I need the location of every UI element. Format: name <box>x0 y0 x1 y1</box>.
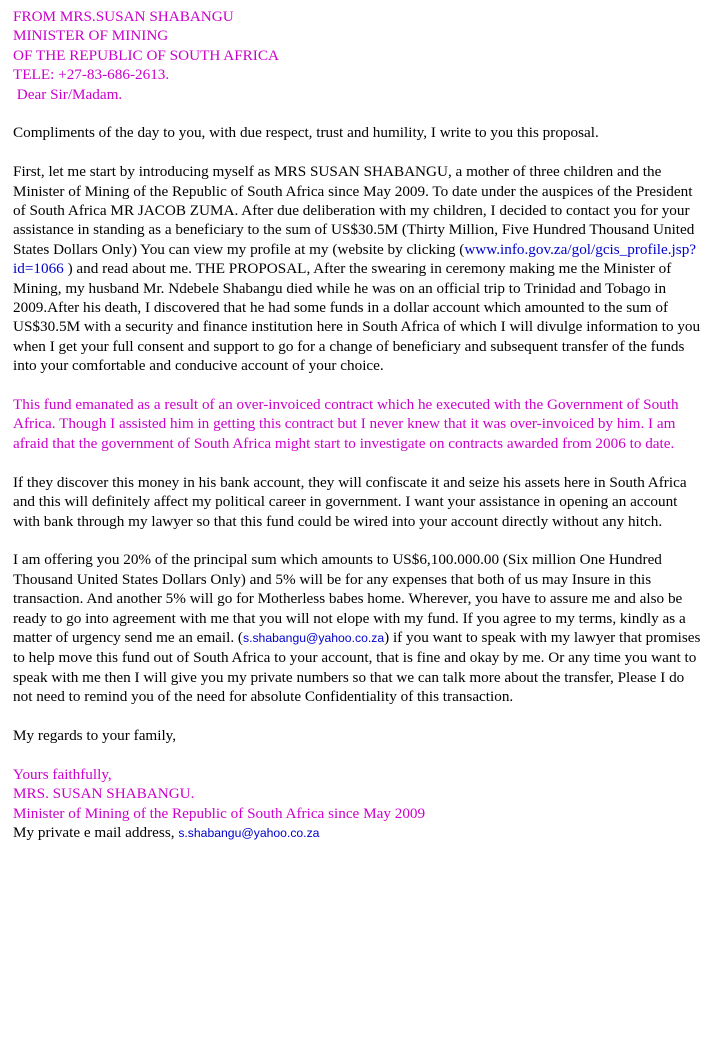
closing-line: Yours faithfully, <box>13 765 112 783</box>
from-line: FROM MRS.SUSAN SHABANGU <box>13 8 234 25</box>
offer-paragraph <box>13 550 701 706</box>
country-line: OF THE REPUBLIC OF SOUTH AFRICA <box>13 46 279 64</box>
email-link[interactable]: s.shabangu@yahoo.co.za <box>242 630 385 645</box>
fund-origin-paragraph: This fund emanated as a result of an over-invoiced contract which he executed with the Government of South Africa. Though I assisted him in getting this contract but I never knew that it was over-invoiced by him. I am afraid that the government of South Africa might start to investigate on contracts awarded from 2006 to date. <box>13 396 679 452</box>
intro-paragraph: Compliments of the day to you, with due respect, trust and humility, I write to you this proposal. <box>13 124 599 142</box>
para1-text-a: First, let me start by introducing myself as MRS SUSAN SHABANGU, a mother of three children and the Minister of Mining of the Republic of South Africa since May 2009. To date under the auspices of the President of South Africa MR JACOB ZUMA. After due deliberation with my children, I decided to contact you for your assistance in standing as a beneficiary to the sum of US$30.5M (Thirty Million, Five Hundred Thousand United States Dollars Only) You can view my profile at my (website by clicking ( <box>13 163 695 258</box>
profile-link[interactable]: www.info.gov.za/gol/gcis_profile.jsp?id=1066 <box>13 240 697 278</box>
title-line: MINISTER OF MINING <box>13 27 169 45</box>
private-email-line <box>13 823 701 843</box>
para1-text-b: ) and read about me. THE PROPOSAL, After the swearing in ceremony making me the Minister of Mining, my husband Mr. Ndebele Shabangu died while he was on an official trip to Trinidad and Tobago in 2009.After his death, I discovered that he had some funds in a dollar account which amounted to the sum of US$30.5M with a security and finance institution here in South Africa of which I will divulge information to you when I get your full consent and support to go for a change of beneficiary and subsequent transfer of the funds into your comfortable and conducive account of your choice. <box>13 260 701 375</box>
para4-text-b: ) if you want to speak with my lawyer that promises to help move this fund out of South Africa to your account, that is fine and okay by me. Or any time you want to speak with me then I will give you my private numbers so that we can talk more about the transfer, Please I do not need to remind you of the need for absolute Confidentiality of this transaction. <box>13 628 701 706</box>
para4-text-a: I am offering you 20% of the principal sum which amounts to US$6,100.000.00 (Six million One Hundred Thousand United States Dollars Only) and 5% will be for any expenses that both of us may Insure in this transaction. And another 5% will go for Motherless babes home. Wherever, you have to assure me and also be ready to go into agreement with me that you will not elope with my fund. If you agree to my terms, kindly as a matter of urgency send me an email. ( <box>13 551 686 646</box>
salutation: Dear Sir/Madam. <box>13 85 123 103</box>
signature-role: Minister of Mining of the Republic of South Africa since May 2009 <box>13 804 426 822</box>
letter-header <box>13 7 701 104</box>
letter-document <box>13 7 701 843</box>
tele-line: TELE: +27-83-686-2613. <box>13 66 170 84</box>
regards-line: My regards to your family, <box>13 726 177 744</box>
private-email-label: My private e mail address, <box>13 823 179 841</box>
introduction-paragraph <box>13 162 701 375</box>
confiscation-paragraph: If they discover this money in his bank account, they will confiscate it and seize his assets here in South Africa and this will definitely affect my political career in government. I want your assistance in opening an account with bank through my lawyer so that this fund could be wired into your account directly without any hitch. <box>13 473 687 530</box>
signature-block <box>13 765 701 844</box>
signature-name: MRS. SUSAN SHABANGU. <box>13 785 195 803</box>
private-email-link[interactable]: s.shabangu@yahoo.co.za <box>178 825 320 840</box>
